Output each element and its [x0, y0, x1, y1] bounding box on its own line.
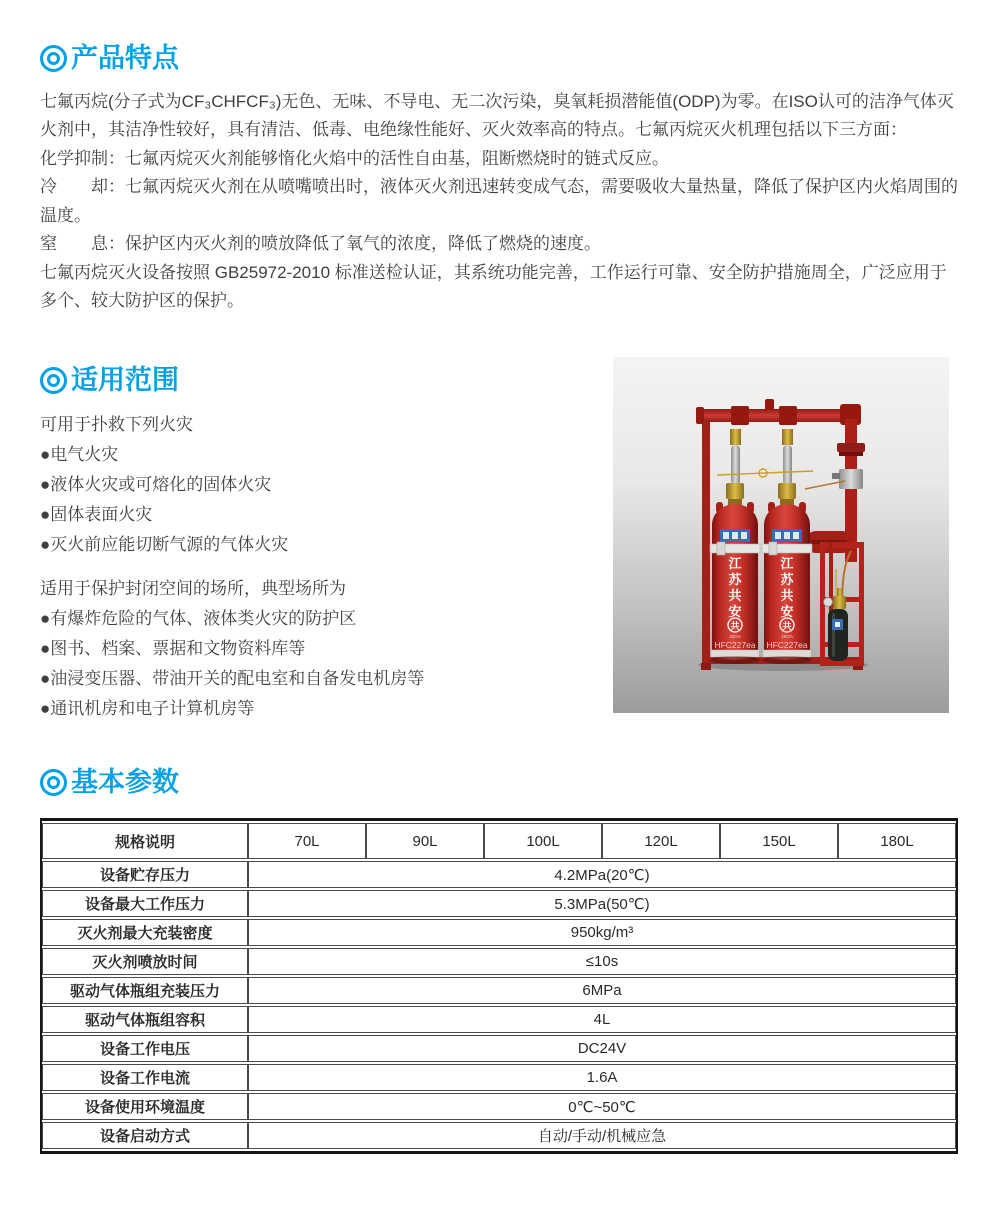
table-header-row	[42, 823, 956, 859]
header-cell: 120L	[602, 823, 720, 859]
row-label: 灭火剂喷放时间	[42, 948, 248, 975]
scope-heading	[40, 366, 600, 396]
row-label: 设备贮存压力	[42, 861, 248, 888]
header-cell: 90L	[366, 823, 484, 859]
header-cell: 70L	[248, 823, 366, 859]
brand-char: 苏	[780, 572, 794, 587]
brand-char: 江	[780, 556, 794, 571]
row-label: 灭火剂最大充装密度	[42, 919, 248, 946]
logo-caption: JSGA	[729, 634, 741, 639]
scope-item: ●有爆炸危险的气体、液体类火灾的防护区	[40, 608, 357, 628]
scope-intro-2: 适用于保护封闭空间的场所，典型场所为	[40, 578, 346, 598]
bullseye-inner-ring	[47, 374, 60, 387]
header-cell: 180L	[838, 823, 956, 859]
header-cell: 100L	[484, 823, 602, 859]
table-row	[42, 948, 956, 975]
features-paragraph-2: 化学抑制：七氟丙烷灭火剂能够惰化火焰中的活性自由基，阻断燃烧时的链式反应。	[40, 148, 669, 168]
row-value: 4L	[248, 1006, 956, 1033]
section-application-scope	[40, 366, 600, 724]
table-row	[42, 1122, 956, 1149]
logo-char: 共	[782, 621, 792, 631]
row-value: ≤10s	[248, 948, 956, 975]
bottle-valve	[833, 596, 846, 609]
container-valve	[778, 483, 796, 499]
pressure-gauge	[824, 598, 833, 607]
table-row	[42, 1064, 956, 1091]
row-label: 设备启动方式	[42, 1122, 248, 1149]
brand-char: 苏	[728, 572, 742, 587]
params-title: 基本参数	[71, 767, 179, 797]
brand-char: 江	[728, 556, 742, 571]
container-valve	[726, 483, 744, 499]
row-label: 设备使用环境温度	[42, 1093, 248, 1120]
table-row	[42, 890, 956, 917]
parameters-table	[40, 818, 958, 1154]
scope-item: ●灭火前应能切断气源的气体火灾	[40, 534, 289, 554]
row-label: 驱动气体瓶组充装压力	[42, 977, 248, 1004]
row-label: 驱动气体瓶组容积	[42, 1006, 248, 1033]
bullseye-icon	[40, 769, 67, 796]
brand-char: 安	[728, 604, 742, 619]
scope-item: ●液体火灾或可熔化的固体火灾	[40, 474, 272, 494]
model-label: HFC227ea	[714, 640, 756, 650]
scope-item: ●电气火灾	[40, 444, 119, 464]
header-cell: 150L	[720, 823, 838, 859]
row-label: 设备最大工作压力	[42, 890, 248, 917]
features-paragraph-1: 七氟丙烷(分子式为CF₃CHFCF₃)无色、无味、不导电、无二次污染，臭氧耗损潜能值(ODP)为零。在ISO认可的洁净气体灭火剂中，其洁净性较好，具有清洁、低毒、电绝缘性能好、灭火效率高的特点。七氟丙烷灭火机理包括以下三方面：	[40, 91, 954, 140]
model-label: HFC227ea	[766, 640, 808, 650]
features-paragraph-3: 冷 却：七氟丙烷灭火剂在从喷嘴喷出时，液体灭火剂迅速转变成气态，需要吸收大量热量，降低了保护区内火焰周围的温度。	[40, 177, 958, 225]
brand-char: 共	[780, 588, 794, 603]
table-row	[42, 919, 956, 946]
row-value: 950kg/m³	[248, 919, 956, 946]
scope-item: ●通讯机房和电子计算机房等	[40, 698, 255, 718]
product-photo-hfc227ea-system	[613, 357, 949, 713]
row-value: 6MPa	[248, 977, 956, 1004]
section-product-features	[40, 44, 958, 316]
params-heading	[40, 768, 958, 798]
row-value: 自动/手动/机械应急	[248, 1122, 956, 1149]
features-heading	[40, 44, 958, 74]
row-label: 设备工作电流	[42, 1064, 248, 1091]
header-cell: 规格说明	[42, 823, 248, 859]
selector-valve	[839, 469, 863, 489]
scope-item: ●油浸变压器、带油开关的配电室和自备发电机房等	[40, 668, 425, 688]
row-label: 设备工作电压	[42, 1035, 248, 1062]
table-row	[42, 977, 956, 1004]
brand-char: 安	[780, 604, 794, 619]
row-value: 0℃~50℃	[248, 1093, 956, 1120]
table-row	[42, 861, 956, 888]
features-title: 产品特点	[71, 43, 179, 73]
bullseye-icon	[40, 367, 67, 394]
table-row	[42, 1035, 956, 1062]
row-value: 5.3MPa(50℃)	[248, 890, 956, 917]
brand-char: 共	[728, 588, 742, 603]
row-value: 1.6A	[248, 1064, 956, 1091]
logo-caption: JSGA	[781, 634, 793, 639]
scope-item: ●图书、档案、票据和文物资料库等	[40, 638, 306, 658]
table-row	[42, 1006, 956, 1033]
bullseye-inner-ring	[47, 776, 60, 789]
bullseye-inner-ring	[47, 52, 60, 65]
features-paragraph-4: 窒 息：保护区内灭火剂的喷放降低了氧气的浓度，降低了燃烧的速度。	[40, 234, 601, 254]
table-row	[42, 1093, 956, 1120]
row-value: DC24V	[248, 1035, 956, 1062]
row-value: 4.2MPa(20℃)	[248, 861, 956, 888]
scope-title: 适用范围	[71, 365, 179, 395]
scope-intro-1: 可用于扑救下列火灾	[40, 414, 193, 434]
bullseye-icon	[40, 45, 67, 72]
scope-item: ●固体表面火灾	[40, 504, 153, 524]
section-basic-parameters	[40, 768, 958, 812]
logo-char: 共	[730, 621, 740, 631]
features-paragraph-5: 七氟丙烷灭火设备按照 GB25972-2010 标准送检认证，其系统功能完善，工作运行可靠、安全防护措施周全，广泛应用于多个、较大防护区的保护。	[40, 262, 947, 311]
